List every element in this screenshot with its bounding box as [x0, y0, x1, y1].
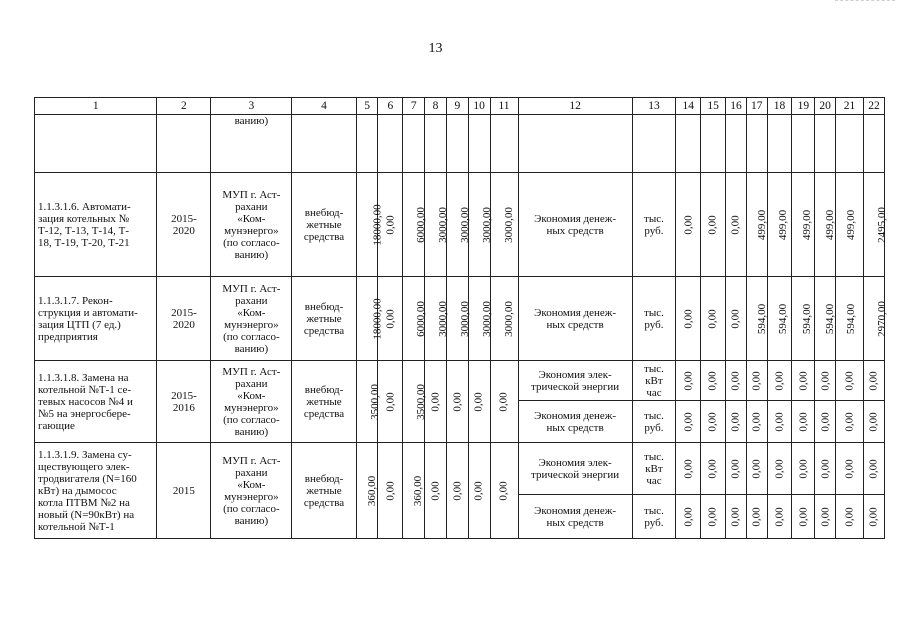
cost-value-text: 6000,00 [415, 206, 428, 243]
indicator-unit [632, 277, 676, 361]
cost-value-text: 0,00 [429, 391, 442, 412]
carryover-cell [211, 115, 292, 173]
indicator-value [864, 401, 885, 443]
indicator-value-text: 0,00 [682, 214, 695, 235]
indicator-value-text: 0,00 [797, 506, 810, 527]
indicator-value-text: 0,00 [843, 370, 856, 391]
cost-value-text: 18000,00 [371, 297, 384, 340]
indicator-value [726, 443, 747, 495]
indicator-name-text: Экономия денеж- ных средств [534, 212, 617, 237]
indicator-value-text: 0,00 [797, 370, 810, 391]
indicator-unit-text: тыс. кВт час [644, 362, 664, 399]
column-number: 21 [836, 98, 864, 115]
cost-value-text: 3500,00 [368, 383, 381, 420]
cost-value [490, 277, 518, 361]
indicator-value-text: 0,00 [682, 411, 695, 432]
indicator-value [836, 495, 864, 539]
measure-years [157, 361, 211, 443]
indicator-value [815, 277, 836, 361]
indicator-value-text: 0,00 [707, 458, 720, 479]
cost-value [446, 361, 468, 443]
indicator-value-text: 0,00 [707, 411, 720, 432]
measure-name [35, 443, 157, 539]
indicator-value-text: 499,00 [755, 209, 768, 240]
column-number: 7 [403, 98, 425, 115]
indicator-value-text: 0,00 [843, 411, 856, 432]
column-number: 9 [446, 98, 468, 115]
indicator-value-text: 594,00 [755, 303, 768, 334]
indicator-name-text: Экономия элек- трической энергии [531, 456, 620, 481]
page-number: 13 [428, 41, 443, 56]
funding-source-text: внебюд- жетные средства [303, 472, 345, 509]
column-number: 20 [815, 98, 836, 115]
indicator-value-text: 499,00 [824, 209, 837, 240]
indicator-name [518, 443, 632, 495]
indicator-value [701, 401, 726, 443]
indicator-value-text: 0,00 [843, 506, 856, 527]
table-row [35, 443, 885, 495]
carryover-cell [446, 115, 468, 173]
indicator-unit [632, 401, 676, 443]
table-row [35, 361, 885, 401]
measure-years [157, 443, 211, 539]
indicator-value [701, 277, 726, 361]
column-number: 18 [767, 98, 792, 115]
cost-value [378, 361, 403, 443]
cost-value-text: 3500,00 [415, 383, 428, 420]
funding-source [292, 173, 356, 277]
indicator-value [864, 495, 885, 539]
measure-executor-text: МУП г. Аст- рахани «Ком- мунэнерго» (по согласо- ванию) [222, 282, 281, 355]
cost-value-text: 0,00 [384, 391, 397, 412]
column-number: 14 [676, 98, 701, 115]
indicator-value-text: 499,00 [776, 209, 789, 240]
scan-edge-mark [835, 0, 895, 7]
indicator-unit-text: тыс. руб. [644, 306, 664, 331]
cost-value [425, 443, 447, 539]
carryover-cell [836, 115, 864, 173]
cost-value [403, 443, 425, 539]
indicator-value [701, 495, 726, 539]
cost-value [356, 277, 384, 361]
indicator-value [701, 361, 726, 401]
column-number: 16 [726, 98, 747, 115]
indicator-value-text: 0,00 [729, 458, 742, 479]
column-number: 13 [632, 98, 676, 115]
carryover-cell [425, 115, 447, 173]
column-number: 5 [356, 98, 378, 115]
indicator-value [767, 401, 792, 443]
carryover-cell [356, 115, 378, 173]
measure-years-text: 2015- 2016 [171, 389, 197, 414]
indicator-unit [632, 443, 676, 495]
cost-value-text: 0,00 [384, 308, 397, 329]
funding-source-text: внебюд- жетные средства [303, 383, 345, 420]
indicator-value-text: 0,00 [868, 370, 881, 391]
measure-executor-text: МУП г. Аст- рахани «Ком- мунэнерго» (по согласо- ванию) [222, 365, 281, 438]
measure-name [35, 277, 157, 361]
measure-years [157, 277, 211, 361]
cost-value-text: 0,00 [384, 214, 397, 235]
indicator-value-text: 0,00 [750, 506, 763, 527]
indicator-value-text: 2970,00 [875, 300, 888, 337]
cost-value-text: 0,00 [473, 391, 486, 412]
indicator-value-text: 499,00 [801, 209, 814, 240]
indicator-value-text: 0,00 [729, 308, 742, 329]
cost-value-text: 0,00 [498, 480, 510, 501]
indicator-value [792, 401, 815, 443]
indicator-value [726, 401, 747, 443]
indicator-unit [632, 495, 676, 539]
indicator-value-text: 0,00 [750, 411, 763, 432]
indicator-value-text: 0,00 [797, 411, 810, 432]
cost-value [425, 277, 450, 361]
funding-source [292, 443, 356, 539]
indicator-unit-text: тыс. руб. [644, 504, 664, 529]
measure-name-text: 1.1.3.1.9. Замена су- ществующего элек- тродвигателя (N=160 кВт) на дымосос котла ПТВМ №2 на новый (N=90кВт) на котельной №Т-1 [38, 448, 137, 533]
cost-value-text: 0,00 [429, 480, 442, 501]
indicator-value-text: 0,00 [682, 308, 695, 329]
indicator-value [746, 361, 767, 401]
indicator-value [792, 495, 815, 539]
indicator-name [518, 495, 632, 539]
measure-executor-text: МУП г. Аст- рахани «Ком- мунэнерго» (по согласо- ванию) [222, 188, 281, 261]
carryover-cell [767, 115, 792, 173]
cost-value [425, 361, 447, 443]
indicator-value-text: 0,00 [707, 506, 720, 527]
cost-value [490, 361, 518, 443]
cost-value-text: 18000,00 [371, 203, 384, 246]
indicator-value-text: 594,00 [801, 303, 814, 334]
cost-value-text: 3000,00 [480, 300, 493, 337]
indicator-value [676, 361, 701, 401]
cost-value-text: 6000,00 [415, 300, 428, 337]
indicator-value [864, 443, 885, 495]
measure-years [157, 173, 211, 277]
cost-value-text: 3000,00 [458, 300, 471, 337]
cost-value-text: 0,00 [498, 391, 510, 412]
measure-name-text: 1.1.3.1.7. Рекон- струкция и автомати- зация ЦТП (7 ед.) предприятия [38, 294, 138, 343]
indicator-value-text: 0,00 [682, 506, 695, 527]
cost-value [403, 277, 428, 361]
carryover-executor-text: ванию) [234, 115, 269, 127]
column-number: 11 [490, 98, 518, 115]
cost-value [468, 443, 490, 539]
indicator-value [836, 361, 864, 401]
cost-value [446, 443, 468, 539]
indicator-value-text: 0,00 [819, 506, 832, 527]
cost-value-text: 0,00 [451, 391, 464, 412]
cost-value [356, 173, 384, 277]
indicator-value-text: 0,00 [750, 370, 763, 391]
cost-value [403, 173, 428, 277]
cost-value [446, 277, 471, 361]
cost-value-text: 360,00 [412, 475, 425, 506]
indicator-value-text: 0,00 [729, 214, 742, 235]
indicator-value [815, 443, 836, 495]
indicator-value [767, 443, 792, 495]
indicator-value-text: 0,00 [773, 506, 786, 527]
indicator-value-text: 0,00 [819, 458, 832, 479]
measure-name-text: 1.1.3.1.6. Автомати- зация котельных № Т-12, Т-13, Т-14, Т- 18, Т-19, Т-20, Т-21 [38, 200, 131, 249]
indicator-name-text: Экономия денеж- ных средств [534, 409, 617, 434]
indicator-value-text: 0,00 [773, 411, 786, 432]
indicator-name [518, 401, 632, 443]
indicator-value [767, 495, 792, 539]
carryover-cell [35, 115, 157, 173]
indicator-value-text: 0,00 [729, 506, 742, 527]
carryover-cell [676, 115, 701, 173]
indicator-value [864, 173, 888, 277]
carryover-cell [746, 115, 767, 173]
column-number: 19 [792, 98, 815, 115]
indicator-unit-text: тыс. кВт час [644, 450, 664, 487]
indicator-value [767, 277, 792, 361]
indicator-value-text: 0,00 [729, 411, 742, 432]
indicator-value [815, 173, 836, 277]
cost-value [425, 173, 450, 277]
column-number: 2 [157, 98, 211, 115]
indicator-value [792, 277, 815, 361]
carryover-cell [468, 115, 490, 173]
indicator-value-text: 2495,00 [875, 206, 888, 243]
column-number: 4 [292, 98, 356, 115]
indicator-value-text: 0,00 [707, 214, 720, 235]
indicator-name-text: Экономия элек- трической энергии [531, 368, 620, 393]
indicator-value-text: 0,00 [707, 370, 720, 391]
indicator-value-text: 594,00 [824, 303, 837, 334]
column-number: 1 [35, 98, 157, 115]
cost-value-text: 3000,00 [502, 300, 515, 337]
cost-value-text: 3000,00 [458, 206, 471, 243]
indicator-value [815, 401, 836, 443]
column-number: 17 [746, 98, 767, 115]
cost-value [490, 443, 518, 539]
indicator-value-text: 0,00 [797, 458, 810, 479]
measure-name-text: 1.1.3.1.8. Замена на котельной №Т-1 се- тевых насосов №4 и №5 на энергосбере- гающие [38, 371, 133, 432]
indicator-name [518, 277, 632, 361]
measure-executor-text: МУП г. Аст- рахани «Ком- мунэнерго» (по согласо- ванию) [222, 454, 281, 527]
indicator-value-text: 594,00 [845, 303, 858, 334]
indicator-unit-text: тыс. руб. [644, 409, 664, 434]
column-number: 6 [378, 98, 403, 115]
indicator-value [676, 173, 701, 277]
indicator-value [746, 173, 767, 277]
indicator-value [701, 443, 726, 495]
carryover-cell [726, 115, 747, 173]
cost-value-text: 0,00 [384, 480, 397, 501]
indicator-value-text: 0,00 [707, 308, 720, 329]
indicator-name-text: Экономия денеж- ных средств [534, 504, 617, 529]
indicator-unit [632, 173, 676, 277]
indicator-value [676, 277, 701, 361]
cost-value [490, 173, 518, 277]
measure-executor [211, 277, 292, 361]
indicator-value-text: 0,00 [868, 506, 881, 527]
cost-value-text: 3000,00 [437, 300, 450, 337]
cost-value-text: 3000,00 [437, 206, 450, 243]
indicator-name-text: Экономия денеж- ных средств [534, 306, 617, 331]
indicator-value-text: 594,00 [776, 303, 789, 334]
cost-value [468, 173, 493, 277]
indicator-value [726, 173, 747, 277]
indicator-value-text: 0,00 [682, 370, 695, 391]
indicator-value [676, 401, 701, 443]
indicator-value-text: 0,00 [773, 370, 786, 391]
indicator-value [815, 361, 836, 401]
indicator-value [676, 443, 701, 495]
indicator-value-text: 499,00 [845, 209, 858, 240]
cost-value [403, 361, 428, 443]
cost-value-text: 0,00 [473, 480, 486, 501]
cost-value [446, 173, 471, 277]
indicator-value [792, 443, 815, 495]
indicator-value-text: 0,00 [750, 458, 763, 479]
column-number: 3 [211, 98, 292, 115]
program-table [34, 97, 888, 539]
indicator-value-text: 0,00 [729, 370, 742, 391]
indicator-value [792, 173, 815, 277]
indicator-value [864, 277, 888, 361]
indicator-value [767, 173, 792, 277]
indicator-value-text: 0,00 [773, 458, 786, 479]
measure-years-text: 2015- 2020 [171, 306, 197, 331]
funding-source-text: внебюд- жетные средства [303, 300, 345, 337]
column-number: 12 [518, 98, 632, 115]
measure-years-text: 2015 [172, 484, 195, 497]
indicator-value [726, 361, 747, 401]
carryover-cell [864, 115, 885, 173]
measure-name [35, 361, 157, 443]
measure-executor [211, 173, 292, 277]
cost-value [378, 443, 403, 539]
indicator-value-text: 0,00 [868, 411, 881, 432]
measure-name [35, 173, 157, 277]
indicator-unit [632, 361, 676, 401]
funding-source [292, 277, 356, 361]
measure-years-text: 2015- 2020 [171, 212, 197, 237]
column-number: 8 [425, 98, 447, 115]
indicator-value-text: 0,00 [819, 370, 832, 391]
carryover-cell [378, 115, 403, 173]
carryover-cell [815, 115, 836, 173]
indicator-name [518, 361, 632, 401]
indicator-value [746, 443, 767, 495]
indicator-value [836, 277, 864, 361]
indicator-value [767, 361, 792, 401]
carryover-cell [490, 115, 518, 173]
cost-value [468, 277, 493, 361]
indicator-value [746, 401, 767, 443]
cost-value-text: 360,00 [365, 475, 378, 506]
column-number-row [35, 98, 885, 115]
carryover-cell [792, 115, 815, 173]
carryover-row [35, 115, 885, 173]
cost-value-text: 3000,00 [502, 206, 515, 243]
measure-executor [211, 443, 292, 539]
cost-value [356, 361, 381, 443]
indicator-value-text: 0,00 [819, 411, 832, 432]
cost-value-text: 3000,00 [480, 206, 493, 243]
measure-executor [211, 361, 292, 443]
indicator-value [701, 173, 726, 277]
indicator-value [726, 495, 747, 539]
carryover-cell [403, 115, 425, 173]
indicator-value-text: 0,00 [868, 458, 881, 479]
carryover-cell [632, 115, 676, 173]
funding-source [292, 361, 356, 443]
indicator-value [676, 495, 701, 539]
indicator-unit-text: тыс. руб. [644, 212, 664, 237]
funding-source-text: внебюд- жетные средства [303, 206, 345, 243]
indicator-value [746, 495, 767, 539]
table-row [35, 173, 885, 277]
indicator-value [792, 361, 815, 401]
indicator-value [864, 361, 885, 401]
cost-value [356, 443, 378, 539]
indicator-value [726, 277, 747, 361]
table-row [35, 277, 885, 361]
indicator-name [518, 173, 632, 277]
indicator-value [836, 443, 864, 495]
indicator-value [746, 277, 767, 361]
column-number: 15 [701, 98, 726, 115]
indicator-value [836, 173, 864, 277]
indicator-value [836, 401, 864, 443]
column-number: 10 [468, 98, 490, 115]
column-number: 22 [864, 98, 885, 115]
carryover-cell [518, 115, 632, 173]
cost-value-text: 0,00 [451, 480, 464, 501]
indicator-value-text: 0,00 [843, 458, 856, 479]
carryover-cell [292, 115, 356, 173]
indicator-value-text: 0,00 [682, 458, 695, 479]
indicator-value [815, 495, 836, 539]
cost-value [468, 361, 490, 443]
carryover-cell [701, 115, 726, 173]
carryover-cell [157, 115, 211, 173]
